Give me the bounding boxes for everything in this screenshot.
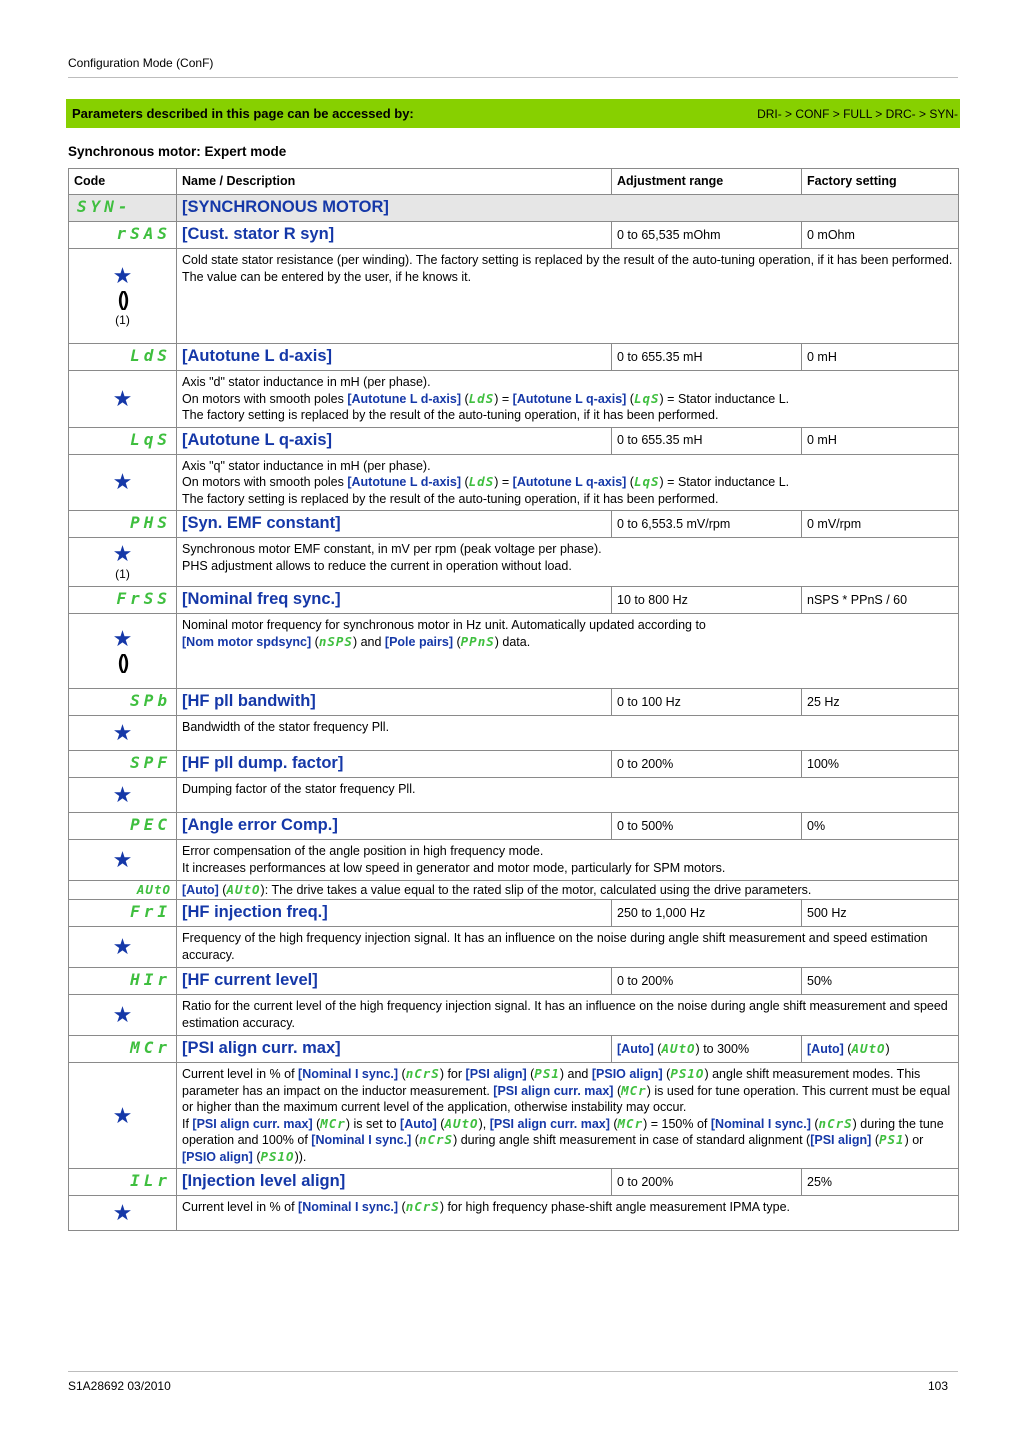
menu-row	[69, 195, 959, 222]
param-range: [Auto] (AUtO) to 300%	[612, 1036, 802, 1063]
col-range: Adjustment range	[612, 169, 802, 195]
param-factory: 25%	[802, 1169, 959, 1196]
param-code: rSAS	[116, 224, 171, 244]
param-desc-spb: ★ Bandwidth of the stator frequency Pll.	[69, 716, 959, 751]
star-icon: ★	[112, 782, 133, 807]
param-factory: 25 Hz	[802, 689, 959, 716]
param-name: [PSI align curr. max]	[182, 1039, 341, 1058]
col-factory: Factory setting	[802, 169, 959, 195]
menu-name-cell	[177, 195, 959, 222]
param-desc-spf: ★ Dumping factor of the stator frequency Pll.	[69, 778, 959, 813]
param-desc-fri: ★ Frequency of the high frequency injection signal. It has an influence on the noise during angle shift measurement and speed estimation accuracy.	[69, 927, 959, 968]
param-desc-phs: ★ (1) Synchronous motor EMF constant, in mV per rpm (peak voltage per phase). PHS adjustment allows to reduce the current in operation without load.	[69, 538, 959, 587]
star-icon: ★	[112, 541, 133, 566]
param-name: [Injection level align]	[182, 1172, 346, 1191]
param-code: MCr	[130, 1038, 171, 1058]
star-icon: ★	[112, 263, 133, 288]
param-name: [HF pll bandwith]	[182, 692, 316, 711]
param-range: 0 to 655.35 mH	[612, 344, 802, 371]
param-range: 250 to 1,000 Hz	[612, 900, 802, 927]
param-desc-mcr: ★ Current level in % of [Nominal I sync.] (nCrS) for [PSI align] (PS1) and [PSIO align] (PS1O) angle shift measurement modes. This parameter has an impact on the inductor measurement. [PSI align curr. max] (MCr) is used for tune operation. This current must be equal or higher than the maximum current level of the application, otherwise instability may occur. If [PSI align curr. max] (MCr) is set to [Auto] (AUtO), [PSI align curr. max] (MCr) = 150% of [Nominal I sync.] (nCrS) during the tune operation and 100% of [Nominal I sync.] (nCrS) during angle shift measurement in case of standard alignment ([PSI align] (PS1) or [PSIO align] (PS1O)).	[69, 1063, 959, 1169]
param-row-pec	[69, 813, 959, 840]
param-desc-ilr: ★ Current level in % of [Nominal I sync.] (nCrS) for high frequency phase-shift angle measurement IPMA type.	[69, 1196, 959, 1231]
param-row-spf	[69, 751, 959, 778]
param-factory: nSPS * PPnS / 60	[802, 587, 959, 614]
param-name: [Autotune L d-axis]	[182, 347, 333, 366]
cycle-icon: ()	[117, 289, 128, 311]
option-code: AUtO	[136, 881, 171, 897]
param-factory: 500 Hz	[802, 900, 959, 927]
section-title: Synchronous motor: Expert mode	[68, 144, 287, 159]
param-range: 0 to 500%	[612, 813, 802, 840]
param-row-phs	[69, 511, 959, 538]
param-range: 0 to 200%	[612, 1169, 802, 1196]
param-range: 0 to 200%	[612, 751, 802, 778]
param-factory: 0 mH	[802, 427, 959, 454]
param-name: [Nominal freq sync.]	[182, 590, 341, 609]
footer-divider	[68, 1371, 958, 1372]
param-desc-lds: ★ Axis "d" stator inductance in mH (per phase). On motors with smooth poles [Autotune L d-axis] (LdS) = [Autotune L q-axis] (LqS) = Stator inductance L. The factory setting is replaced by the result of the auto-tuning operation, if it has been performed.	[69, 371, 959, 428]
param-range: 10 to 800 Hz	[612, 587, 802, 614]
param-code: LqS	[130, 429, 171, 449]
param-desc-lqs: ★ Axis "q" stator inductance in mH (per phase). On motors with smooth poles [Autotune L d-axis] (LdS) = [Autotune L q-axis] (LqS) = Stator inductance L. The factory setting is replaced by the result of the auto-tuning operation, if it has been performed.	[69, 454, 959, 511]
star-icon: ★	[112, 626, 133, 651]
param-code: PEC	[130, 815, 171, 835]
star-icon: ★	[112, 1002, 133, 1027]
param-row-lds	[69, 344, 959, 371]
param-range: 0 to 6,553.5 mV/rpm	[612, 511, 802, 538]
param-range: 0 to 200%	[612, 968, 802, 995]
param-factory: 0%	[802, 813, 959, 840]
param-factory: 50%	[802, 968, 959, 995]
page-number: 103	[928, 1379, 949, 1393]
param-row-hir	[69, 968, 959, 995]
note-ref: (1)	[115, 313, 130, 327]
param-desc-frss: ★ () Nominal motor frequency for synchronous motor in Hz unit. Automatically updated according to [Nom motor spdsync] (nSPS) and [Pole pairs] (PPnS) data.	[69, 614, 959, 689]
menu-code-cell	[69, 195, 177, 222]
param-code: LdS	[130, 346, 171, 366]
param-factory: 0 mH	[802, 344, 959, 371]
param-row-lqs	[69, 427, 959, 454]
param-row-fri	[69, 900, 959, 927]
param-code: PHS	[130, 513, 171, 533]
param-option-pec-auto: AUtO [Auto] (AUtO): The drive takes a value equal to the rated slip of the motor, calculated using the drive parameters.	[69, 881, 959, 900]
param-range: 0 to 65,535 mOhm	[612, 222, 802, 249]
star-icon: ★	[112, 720, 133, 745]
star-icon: ★	[112, 1102, 133, 1128]
param-factory: 0 mOhm	[802, 222, 959, 249]
star-icon: ★	[112, 934, 133, 959]
param-range: 0 to 655.35 mH	[612, 427, 802, 454]
param-name: [Cust. stator R syn]	[182, 225, 335, 244]
param-row-frss	[69, 587, 959, 614]
page-header: Configuration Mode (ConF)	[68, 56, 214, 70]
param-name: [HF current level]	[182, 971, 318, 990]
param-code: FrI	[130, 902, 171, 922]
param-name: [Autotune L q-axis]	[182, 430, 333, 449]
col-code: Code	[69, 169, 177, 195]
menu-code: SYN-	[77, 197, 132, 217]
param-desc-rsas: ★ () (1) Cold state stator resistance (per winding). The factory setting is replaced by the result of the auto-tuning operation, if it has been performed. The value can be entered by the user, if he knows it.	[69, 249, 959, 344]
menu-name: [SYNCHRONOUS MOTOR]	[182, 198, 389, 217]
star-icon: ★	[112, 385, 133, 411]
param-name: [HF pll dump. factor]	[182, 754, 344, 773]
param-code: HIr	[130, 970, 171, 990]
parameter-table	[68, 168, 959, 1231]
star-icon: ★	[112, 469, 133, 495]
param-range: 0 to 100 Hz	[612, 689, 802, 716]
param-code: SPb	[130, 691, 171, 711]
param-code: FrSS	[116, 589, 171, 609]
access-path: DRI- > CONF > FULL > DRC- > SYN-	[757, 106, 958, 121]
param-desc-pec: ★ Error compensation of the angle position in high frequency mode. It increases performances at low speed in generator and motor mode, particularly for SPM motors.	[69, 840, 959, 881]
star-icon: ★	[112, 847, 133, 872]
header-divider	[68, 77, 958, 78]
param-factory: 100%	[802, 751, 959, 778]
star-icon: ★	[112, 1200, 133, 1225]
table-header-row	[69, 169, 959, 195]
access-label: Parameters described in this page can be accessed by:	[72, 106, 414, 121]
param-row-ilr	[69, 1169, 959, 1196]
param-code: SPF	[130, 753, 171, 773]
param-name: [HF injection freq.]	[182, 903, 328, 922]
param-name: [Syn. EMF constant]	[182, 514, 341, 533]
cycle-icon: ()	[117, 652, 128, 674]
note-ref: (1)	[115, 567, 130, 581]
param-row-rsas	[69, 222, 959, 249]
col-name: Name / Description	[177, 169, 612, 195]
param-factory: 0 mV/rpm	[802, 511, 959, 538]
param-desc-hir: ★ Ratio for the current level of the high frequency injection signal. It has an influence on the noise during angle shift measurement and speed estimation accuracy.	[69, 995, 959, 1036]
param-row-spb	[69, 689, 959, 716]
param-code: ILr	[130, 1171, 171, 1191]
param-name: [Angle error Comp.]	[182, 816, 338, 835]
param-factory: [Auto] (AUtO)	[802, 1036, 959, 1063]
param-row-mcr	[69, 1036, 959, 1063]
doc-reference: S1A28692 03/2010	[68, 1379, 171, 1393]
access-bar	[66, 99, 960, 128]
